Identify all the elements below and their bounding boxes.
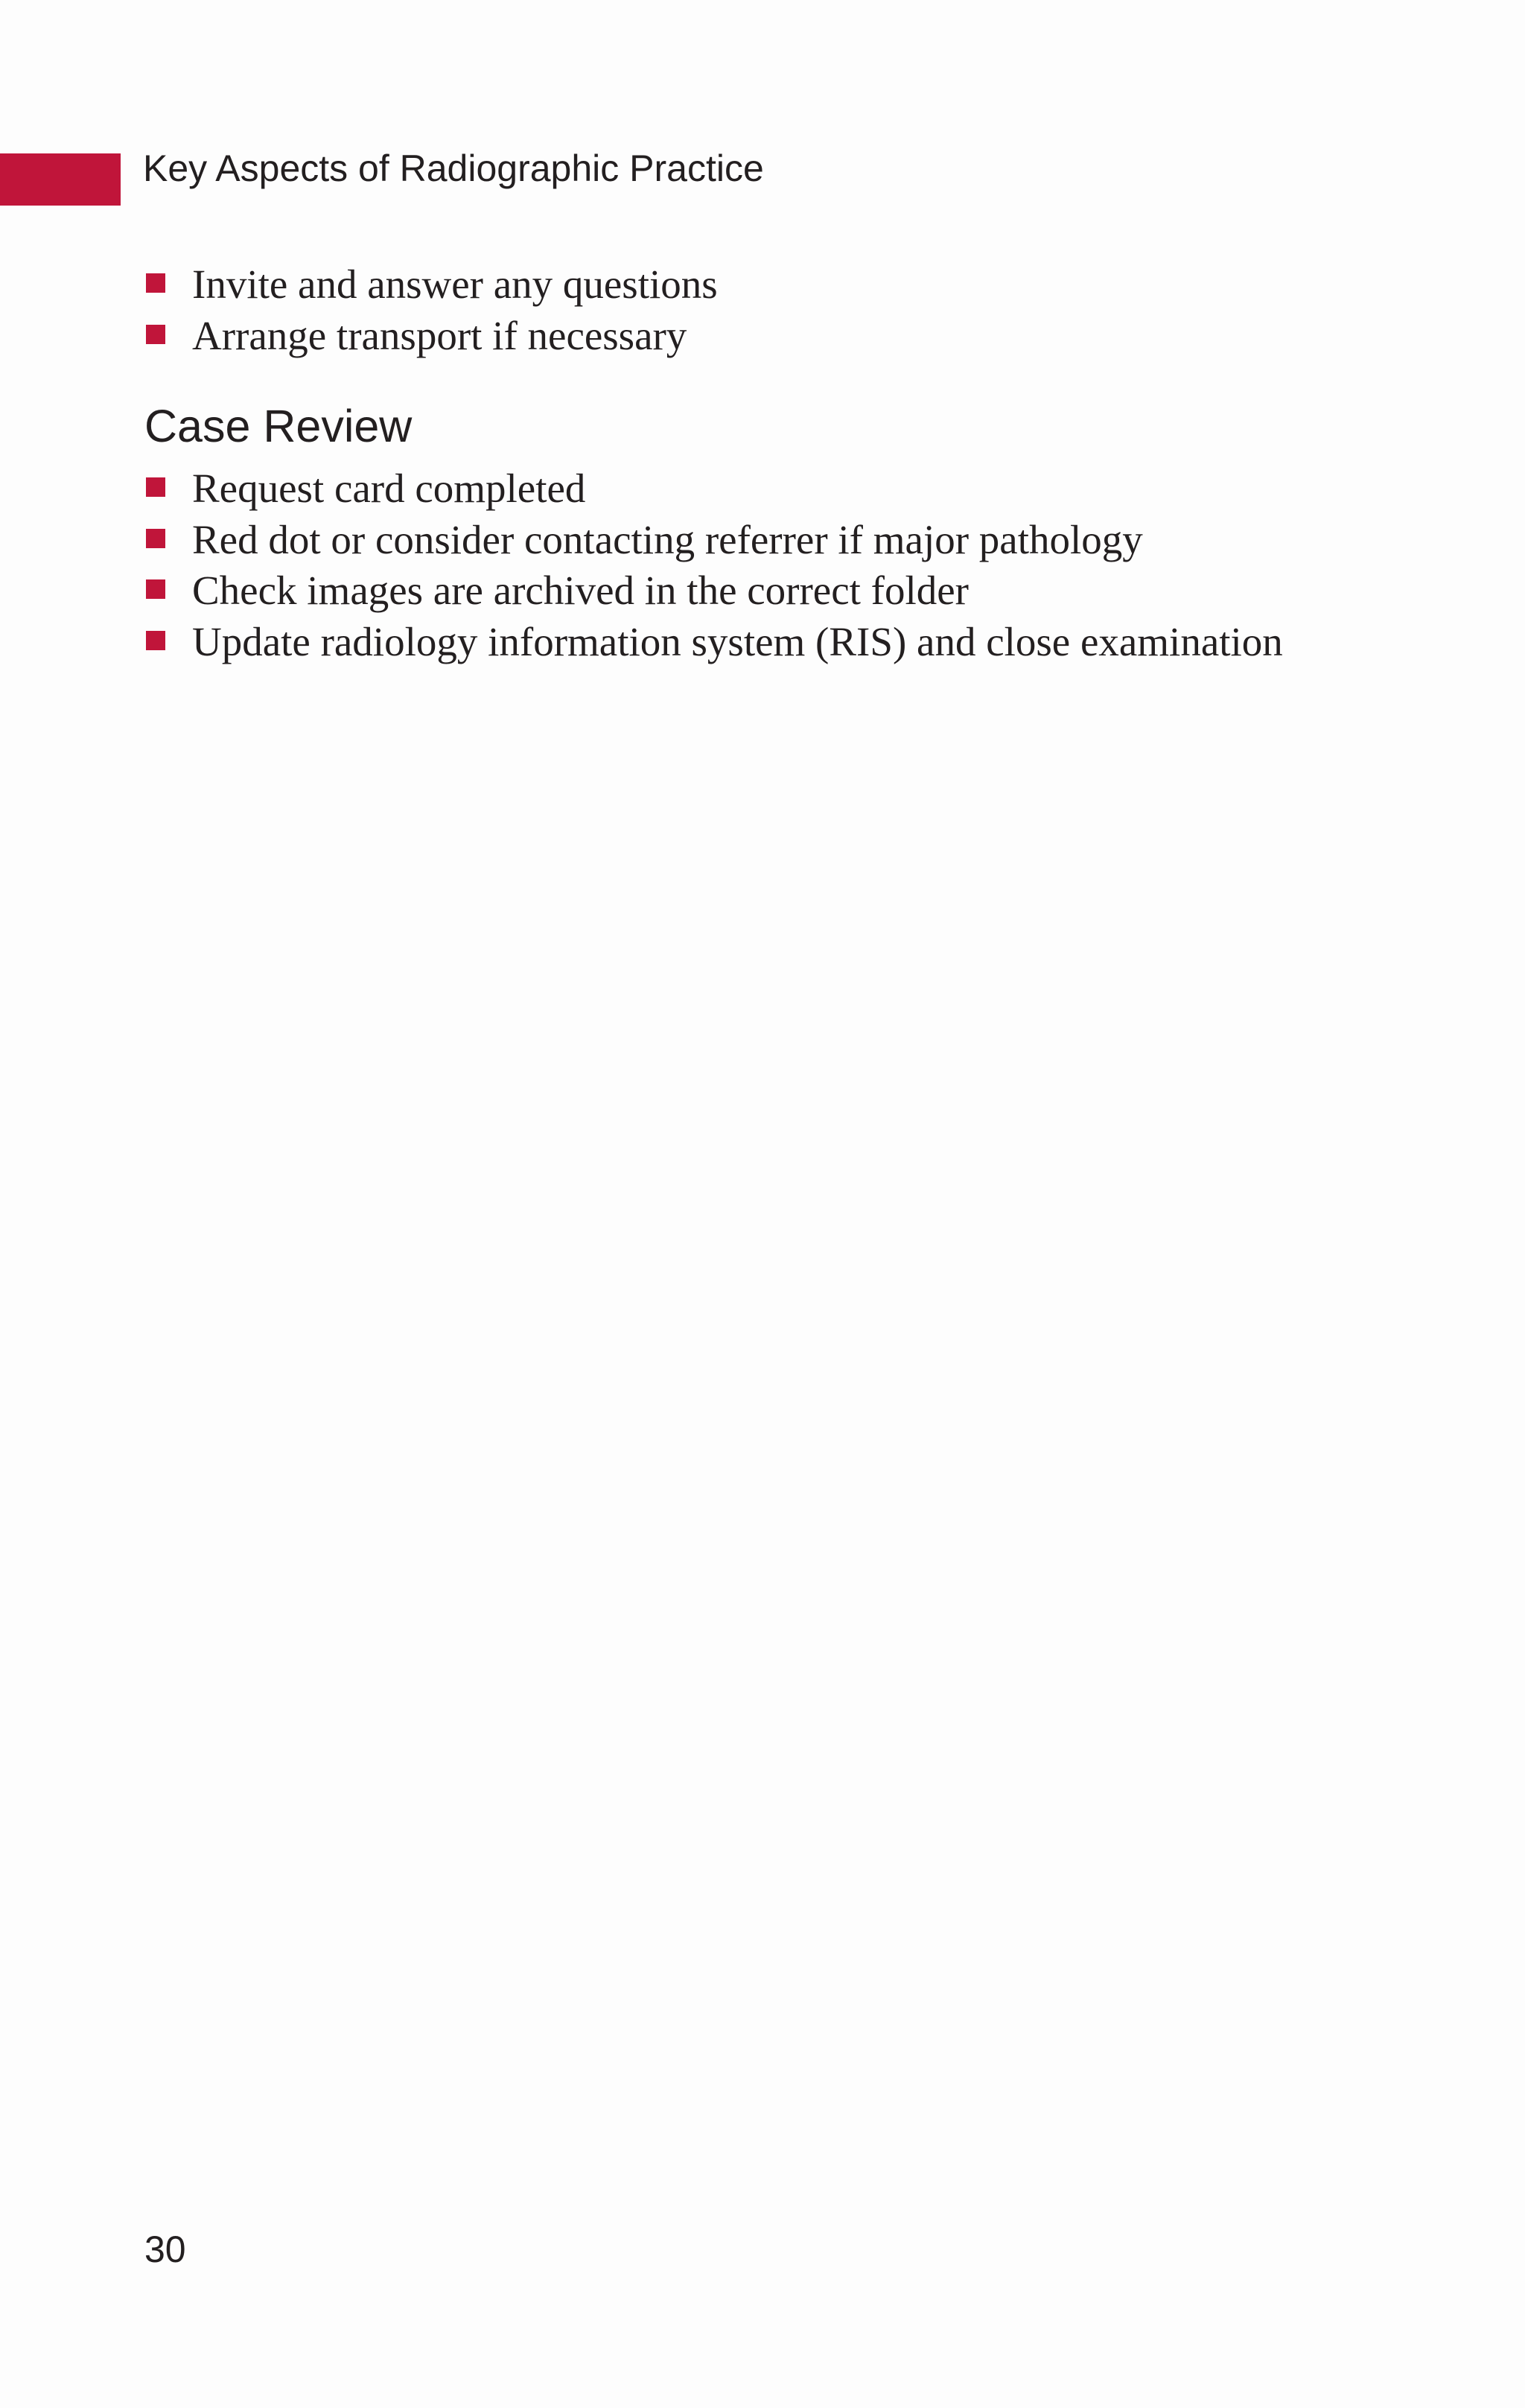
list-item-text: Request card completed bbox=[192, 466, 586, 512]
square-bullet-icon bbox=[146, 579, 165, 599]
list-item bbox=[146, 565, 1283, 617]
list-item-text: Arrange transport if necessary bbox=[192, 312, 687, 358]
square-bullet-icon bbox=[146, 529, 165, 548]
page-number: 30 bbox=[144, 2228, 186, 2270]
intro-bullet-list bbox=[146, 259, 718, 361]
list-item-text: Invite and answer any questions bbox=[192, 261, 718, 308]
list-item-text: Red dot or consider contacting referrer if major pathology bbox=[192, 516, 1143, 562]
list-item bbox=[146, 515, 1283, 566]
square-bullet-icon bbox=[146, 325, 165, 344]
header-accent-bar bbox=[0, 153, 121, 206]
case-review-bullet-list bbox=[146, 463, 1283, 667]
list-item bbox=[146, 311, 718, 362]
list-item-text: Update radiology information system (RIS) and close examination bbox=[192, 618, 1283, 664]
running-head: Key Aspects of Radiographic Practice bbox=[143, 147, 764, 189]
square-bullet-icon bbox=[146, 273, 165, 293]
list-item bbox=[146, 259, 718, 311]
section-heading-case-review: Case Review bbox=[144, 401, 413, 451]
list-item bbox=[146, 617, 1283, 668]
square-bullet-icon bbox=[146, 477, 165, 497]
list-item bbox=[146, 463, 1283, 515]
list-item-text: Check images are archived in the correct folder bbox=[192, 568, 969, 614]
square-bullet-icon bbox=[146, 631, 165, 650]
